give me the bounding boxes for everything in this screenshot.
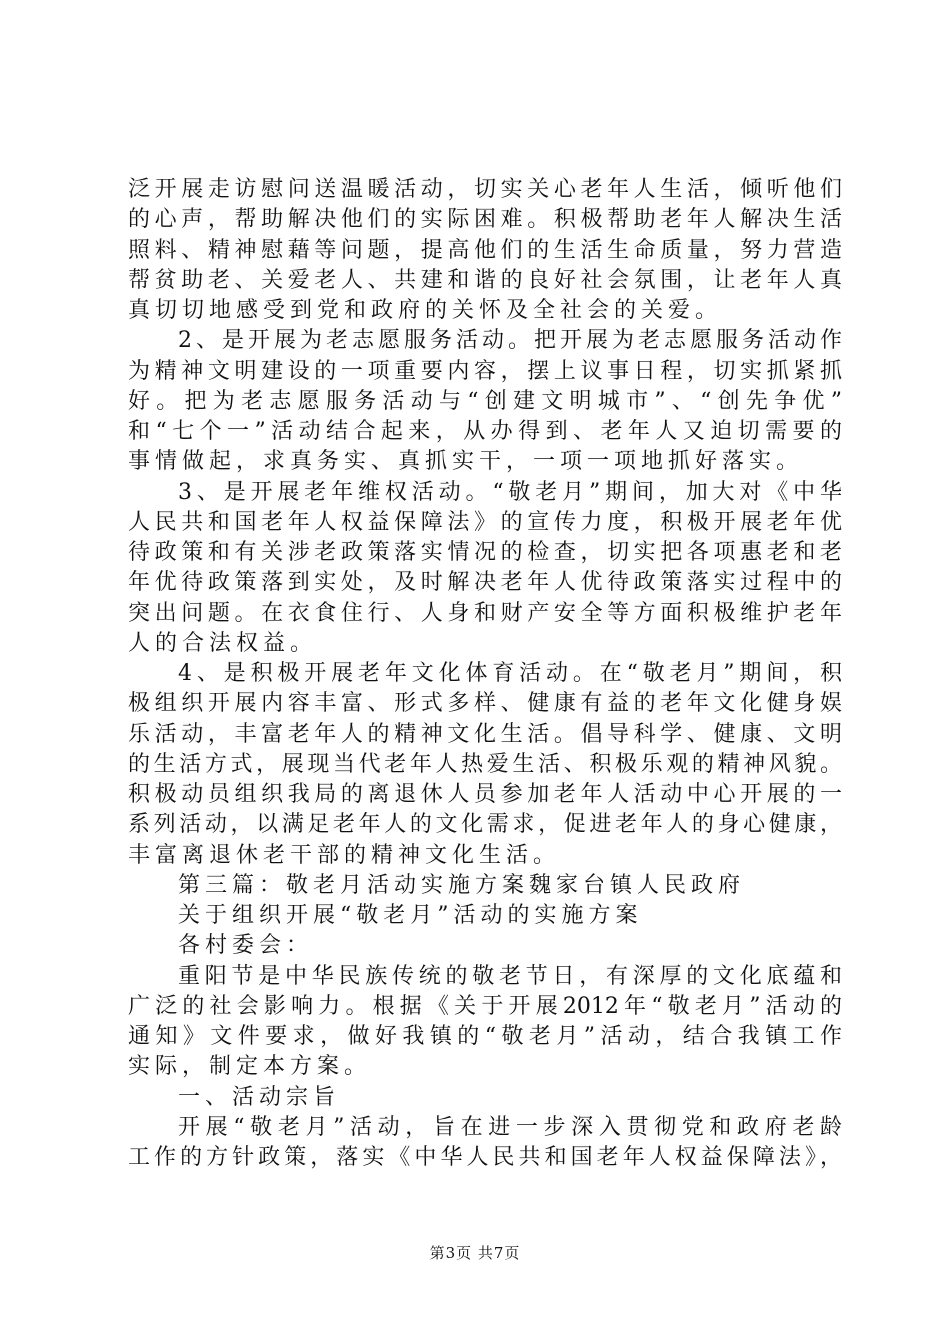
paragraph [128, 1083, 842, 1113]
text-line: 泛开展走访慰问送温暖活动，切实关心老年人生活，倾听他们 [128, 177, 842, 202]
text-line: 广泛的社会影响力。根据《关于开展2012年“敬老月”活动的 [128, 993, 842, 1019]
paragraph [128, 931, 842, 961]
text-line: 为精神文明建设的一项重要内容，摆上议事日程，切实抓紧抓 [128, 358, 842, 384]
text-line: 和“七个一”活动结合起来，从办得到、老年人又迫切需要的 [128, 419, 842, 444]
text-line: 的心声，帮助解决他们的实际困难。积极帮助老年人解决生活 [128, 207, 842, 233]
text-line: 事情做起，求真务实、真抓实干，一项一项地抓好落实。 [128, 449, 804, 475]
text-line: 3、是开展老年维权活动。“敬老月”期间，加大对《中华 [178, 479, 842, 505]
text-line: 通知》文件要求，做好我镇的“敬老月”活动，结合我镇工作 [128, 1024, 842, 1049]
text-line: 积极动员组织我局的离退休人员参加老年人活动中心开展的一 [128, 782, 842, 807]
text-line: 关于组织开展“敬老月”活动的实施方案 [178, 903, 643, 928]
paragraph [128, 962, 842, 1083]
text-line: 好。把为老志愿服务活动与“创建文明城市”、“创先争优” [128, 388, 842, 414]
paragraph [128, 1113, 842, 1174]
text-line: 4、是积极开展老年文化体育活动。在“敬老月”期间，积 [178, 661, 842, 686]
text-line: 帮贫助老、关爱老人、共建和谐的良好社会氛围，让老年人真 [128, 267, 842, 293]
text-line: 一、活动宗旨 [178, 1084, 341, 1110]
text-line: 各村委会： [178, 933, 314, 959]
page-footer: 第3页 共7页 [429, 1244, 521, 1262]
text-line: 第三篇：敬老月活动实施方案魏家台镇人民政府 [178, 872, 746, 898]
text-line: 2、是开展为老志愿服务活动。把开展为老志愿服务活动作 [178, 328, 842, 354]
text-line: 突出问题。在衣食住行、人身和财产安全等方面积极维护老年 [128, 600, 842, 626]
paragraph [128, 478, 842, 660]
text-line: 照料、精神慰藉等问题，提高他们的生活生命质量，努力营造 [128, 237, 842, 263]
text-line: 年优待政策落到实处，及时解决老年人优待政策落实过程中的 [128, 570, 842, 596]
text-line: 人的合法权益。 [128, 630, 318, 656]
text-line: 的生活方式，展现当代老年人热爱生活、积极乐观的精神风貌。 [128, 751, 842, 777]
paragraph [128, 175, 842, 326]
text-line: 极组织开展内容丰富、形式多样、健康有益的老年文化健身娱 [128, 691, 842, 717]
text-line: 系列活动，以满足老年人的文化需求，促进老年人的身心健康， [128, 812, 842, 838]
text-line: 人民共和国老年人权益保障法》的宣传力度，积极开展老年优 [128, 509, 842, 535]
paragraph [128, 901, 842, 931]
text-line: 实际，制定本方案。 [128, 1054, 372, 1080]
paragraph [128, 326, 842, 477]
text-line: 真切切地感受到党和政府的关怀及全社会的关爱。 [128, 298, 723, 323]
text-line: 开展“敬老月”活动，旨在进一步深入贯彻党和政府老龄 [178, 1114, 842, 1140]
text-line: 重阳节是中华民族传统的敬老节日，有深厚的文化底蕴和 [178, 963, 842, 989]
text-line: 丰富离退休老干部的精神文化生活。 [128, 842, 561, 868]
document-body [128, 175, 842, 1173]
paragraph [128, 871, 842, 901]
text-line: 乐活动，丰富老年人的精神文化生活。倡导科学、健康、文明 [128, 721, 842, 747]
text-line: 工作的方针政策，落实《中华人民共和国老年人权益保障法》， [128, 1145, 842, 1170]
paragraph [128, 659, 842, 871]
text-line: 待政策和有关涉老政策落实情况的检查，切实把各项惠老和老 [128, 540, 842, 565]
